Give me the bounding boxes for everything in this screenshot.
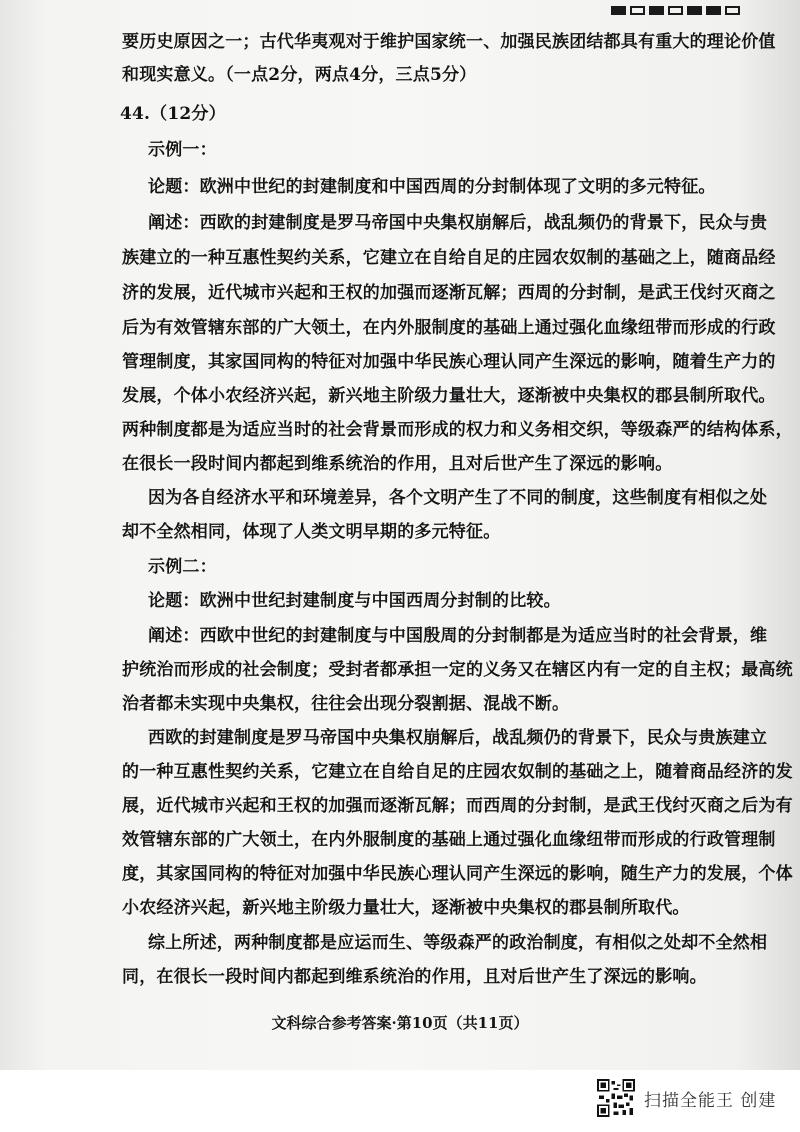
thesis-line: 论题：欧洲中世纪的封建制度和中国西周的分封制体现了文明的多元特征。 <box>148 177 716 197</box>
text-line: 管理制度，其家国同构的特征对加强中华民族心理认同产生深远的影响，随着生产力的 <box>122 352 776 372</box>
text-line: 却不全然相同，体现了人类文明早期的多元特征。 <box>122 522 501 542</box>
text-line: 因为各自经济水平和环境差异，各个文明产生了不同的制度，这些制度有相似之处 <box>148 488 768 508</box>
qr-code-icon <box>597 1079 635 1117</box>
text-line: 的一种互惠性契约关系，它建立在自给自足的庄园农奴制的基础之上，随着商品经济的发 <box>122 762 793 782</box>
text-line: 综上所述，两种制度都是应运而生、等级森严的政治制度，有相似之处却不全然相 <box>148 933 768 953</box>
text-line: 治者都未实现中央集权，往往会出现分裂割据、混战不断。 <box>122 694 570 714</box>
text-line: 西欧的封建制度是罗马帝国中央集权崩解后，战乱频仍的背景下，民众与贵族建立 <box>148 728 768 748</box>
text-line: 和现实意义。（一点2分，两点4分，三点5分） <box>122 65 477 85</box>
watermark-text: 扫描全能王 创建 <box>644 1090 777 1111</box>
text-line: 两种制度都是为适应当时的社会背景而形成的权力和义务相交织，等级森严的结构体系， <box>122 420 793 440</box>
text-line: 要历史原因之一；古代华夷观对于维护国家统一、加强民族团结都具有重大的理论价值 <box>122 32 776 52</box>
text-line: 效管辖东部的广大领土，在内外服制度的基础上通过强化血缘纽带而形成的行政管理制 <box>122 830 776 850</box>
question-number: 44.（12分） <box>120 104 226 124</box>
text-line: 展，近代城市兴起和王权的加强而逐渐瓦解；而西周的分封制，是武王伐纣灭商之后为有 <box>122 796 793 816</box>
example-heading: 示例二： <box>148 557 217 577</box>
text-line: 后为有效管辖东部的广大领土，在内外服制度的基础上通过强化血缘纽带而形成的行政 <box>122 318 776 338</box>
text-line: 济的发展，近代城市兴起和王权的加强而逐渐瓦解；西周的分封制，是武王伐纣灭商之 <box>122 283 776 303</box>
page-footer: 文科综合参考答案·第10页（共11页） <box>271 1014 529 1032</box>
scanner-watermark <box>597 1079 776 1117</box>
text-line: 护统治而形成的社会制度；受封者都承担一定的义务又在辖区内有一定的自主权；最高统 <box>122 660 793 680</box>
text-line: 阐述：西欧的封建制度是罗马帝国中央集权崩解后，战乱频仍的背景下，民众与贵 <box>148 213 768 233</box>
text-line: 族建立的一种互惠性契约关系，它建立在自给自足的庄园农奴制的基础之上，随商品经 <box>122 248 776 268</box>
thesis-line: 论题：欧洲中世纪封建制度与中国西周分封制的比较。 <box>148 591 561 611</box>
text-line: 阐述：西欧中世纪的封建制度与中国殷周的分封制都是为适应当时的社会背景，维 <box>148 626 768 646</box>
text-line: 小农经济兴起，新兴地主阶级力量壮大，逐渐被中央集权的郡县制所取代。 <box>122 898 690 918</box>
text-line: 同，在很长一段时间内都起到维系统治的作用，且对后世产生了深远的影响。 <box>122 967 707 987</box>
text-line: 在很长一段时间内都起到维系统治的作用，且对后世产生了深远的影响。 <box>122 454 673 474</box>
registration-marks-icon <box>611 6 740 15</box>
text-line: 发展，个体小农经济兴起，新兴地主阶级力量壮大，逐渐被中央集权的郡县制所取代。 <box>122 386 776 406</box>
example-heading: 示例一： <box>148 140 217 160</box>
text-line: 度，其家国同构的特征对加强中华民族心理认同产生深远的影响，随生产力的发展，个体 <box>122 864 793 884</box>
